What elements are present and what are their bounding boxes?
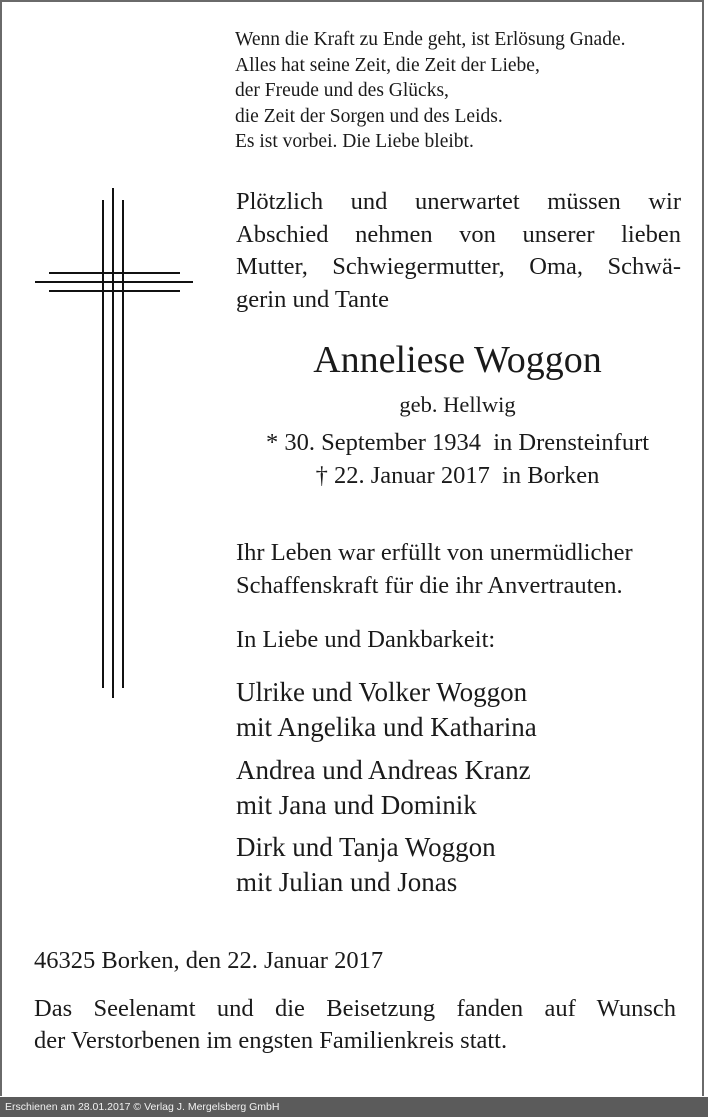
birth-date: * 30. September 1934 in Drensteinfurt <box>265 429 650 456</box>
notice-text <box>34 993 676 1056</box>
death-date: † 22. Januar 2017 in Borken <box>315 462 600 489</box>
family-line: Andrea und Andreas Kranz <box>236 755 531 785</box>
poem-line: der Freude und des Glücks, <box>235 80 449 101</box>
thanks-line: In Liebe und Dankbarkeit: <box>236 626 496 653</box>
life-line: Schaffenskraft für die ihr Anvertrauten. <box>236 571 623 599</box>
family-line: Dirk und Tanja Woggon <box>236 832 496 862</box>
publication-footer: Erschienen am 28.01.2017 © Verlag J. Mergelsberg GmbH <box>0 1097 708 1117</box>
poem-line: Es ist vorbei. Die Liebe bleibt. <box>235 131 474 152</box>
notice-line: Das Seelenamt und die Beisetzung fanden auf Wunsch <box>34 995 676 1022</box>
family-group <box>236 753 696 822</box>
family-group <box>236 830 696 899</box>
family-group <box>236 675 696 744</box>
intro-line: Plötzlich und unerwartet müssen wir <box>236 188 681 215</box>
poem <box>235 27 695 155</box>
life-text <box>236 537 696 602</box>
intro-line: Abschied nehmen von unserer lieben <box>236 220 681 248</box>
intro-line: Mutter, Schwiegermutter, Oma, Schwä- <box>236 253 681 280</box>
family-line: mit Angelika und Katharina <box>236 711 537 742</box>
family-line: Ulrike und Volker Woggon <box>236 677 528 707</box>
poem-line: Wenn die Kraft zu Ende geht, ist Erlösung Gnade. <box>235 29 626 50</box>
notice-line: der Verstorbenen im engsten Familienkreis statt. <box>34 1026 508 1054</box>
life-dates <box>236 426 679 492</box>
intro-text <box>236 186 681 316</box>
poem-line: Alles hat seine Zeit, die Zeit der Liebe, <box>235 54 540 76</box>
family-line: mit Jana und Dominik <box>236 789 477 820</box>
intro-line: gerin und Tante <box>236 285 389 313</box>
place-date: 46325 Borken, den 22. Januar 2017 <box>34 947 384 974</box>
born-name: geb. Hellwig <box>399 392 516 417</box>
family-line: mit Julian und Jonas <box>236 866 458 897</box>
poem-line: die Zeit der Sorgen und des Leids. <box>235 105 503 127</box>
deceased-name: Anneliese Woggon <box>313 339 602 381</box>
life-line: Ihr Leben war erfüllt von unermüdlicher <box>236 539 633 566</box>
